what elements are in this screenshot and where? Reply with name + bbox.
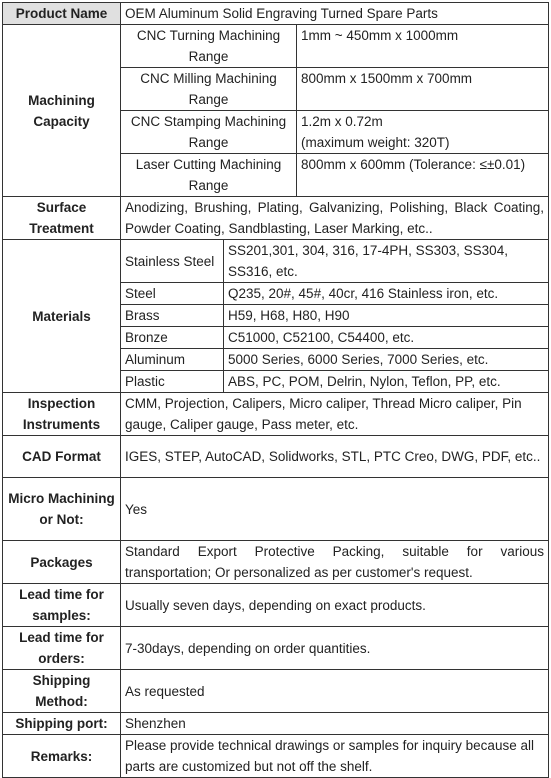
- row-surface-treatment: [3, 197, 549, 240]
- machining-stamping-name: CNC Stamping Machining Range: [121, 111, 297, 154]
- row-material-stainless: [3, 240, 549, 283]
- product-name-label: Product Name: [3, 3, 121, 25]
- row-shipping-method: [3, 670, 549, 713]
- material-stainless-value: SS201,301, 304, 316, 17-4PH, SS303, SS304, SS316, etc.: [224, 240, 549, 283]
- surface-treatment-label: Surface Treatment: [3, 197, 121, 240]
- cad-format-value: IGES, STEP, AutoCAD, Solidworks, STL, PTC Creo, DWG, PDF, etc..: [121, 436, 549, 478]
- material-aluminum-name: Aluminum: [121, 349, 224, 371]
- remarks-label: Remarks:: [3, 735, 121, 778]
- row-product-name: [3, 3, 549, 25]
- machining-stamping-cell: [297, 111, 549, 154]
- lead-time-orders-label: Lead time for orders:: [3, 627, 121, 670]
- inspection-value: CMM, Projection, Calipers, Micro caliper, Thread Micro caliper, Pin gauge, Caliper gauge, Pass meter, etc.: [121, 393, 549, 436]
- shipping-method-value: As requested: [121, 670, 549, 713]
- lead-time-samples-value: Usually seven days, depending on exact products.: [121, 584, 549, 627]
- shipping-method-label: Shipping Method:: [3, 670, 121, 713]
- material-plastic-value: ABS, PC, POM, Delrin, Nylon, Teflon, PP, etc.: [224, 371, 549, 393]
- lead-time-orders-value: 7-30days, depending on order quantities.: [121, 627, 549, 670]
- row-remarks: [3, 735, 549, 778]
- micro-machining-label: Micro Machining or Not:: [3, 478, 121, 541]
- row-lead-time-samples: [3, 584, 549, 627]
- material-brass-value: H59, H68, H80, H90: [224, 305, 549, 327]
- product-name-value: OEM Aluminum Solid Engraving Turned Spare Parts: [121, 3, 549, 25]
- machining-capacity-label: Machining Capacity: [3, 25, 121, 197]
- machining-stamping-note: (maximum weight: 320T): [301, 135, 450, 150]
- shipping-port-value: Shenzhen: [121, 713, 549, 735]
- material-bronze-name: Bronze: [121, 327, 224, 349]
- machining-milling-name: CNC Milling Machining Range: [121, 68, 297, 111]
- machining-turning-name: CNC Turning Machining Range: [121, 25, 297, 68]
- surface-treatment-value: Anodizing, Brushing, Plating, Galvanizing, Polishing, Black Coating, Powder Coating, Sandblasting, Laser Marking, etc..: [121, 197, 549, 240]
- shipping-port-label: Shipping port:: [3, 713, 121, 735]
- row-shipping-port: [3, 713, 549, 735]
- material-stainless-name: Stainless Steel: [121, 240, 224, 283]
- material-aluminum-value: 5000 Series, 6000 Series, 7000 Series, etc.: [224, 349, 549, 371]
- material-steel-value: Q235, 20#, 45#, 40cr, 416 Stainless iron, etc.: [224, 283, 549, 305]
- machining-milling-value: 800mm x 1500mm x 700mm: [297, 68, 549, 111]
- machining-laser-name: Laser Cutting Machining Range: [121, 154, 297, 197]
- packages-value: Standard Export Protective Packing, suitable for various transportation; Or personalized as per customer's request.: [121, 541, 549, 584]
- machining-stamping-value: 1.2m x 0.72m: [301, 114, 383, 129]
- row-cad-format: [3, 436, 549, 478]
- machining-laser-value: 800mm x 600mm (Tolerance: ≤±0.01): [297, 154, 549, 197]
- row-packages: [3, 541, 549, 584]
- packages-label: Packages: [3, 541, 121, 584]
- micro-machining-value: Yes: [121, 478, 549, 541]
- cad-format-label: CAD Format: [3, 436, 121, 478]
- material-brass-name: Brass: [121, 305, 224, 327]
- material-steel-name: Steel: [121, 283, 224, 305]
- material-plastic-name: Plastic: [121, 371, 224, 393]
- material-bronze-value: C51000, C52100, C54400, etc.: [224, 327, 549, 349]
- row-lead-time-orders: [3, 627, 549, 670]
- materials-label: Materials: [3, 240, 121, 393]
- row-micro-machining: [3, 478, 549, 541]
- row-machining-turning: [3, 25, 549, 68]
- remarks-value: Please provide technical drawings or samples for inquiry because all parts are customized but not off the shelf.: [121, 735, 549, 778]
- row-inspection: [3, 393, 549, 436]
- inspection-label: Inspection Instruments: [3, 393, 121, 436]
- spec-table: [2, 2, 549, 778]
- machining-turning-value: 1mm ~ 450mm x 1000mm: [297, 25, 549, 68]
- lead-time-samples-label: Lead time for samples:: [3, 584, 121, 627]
